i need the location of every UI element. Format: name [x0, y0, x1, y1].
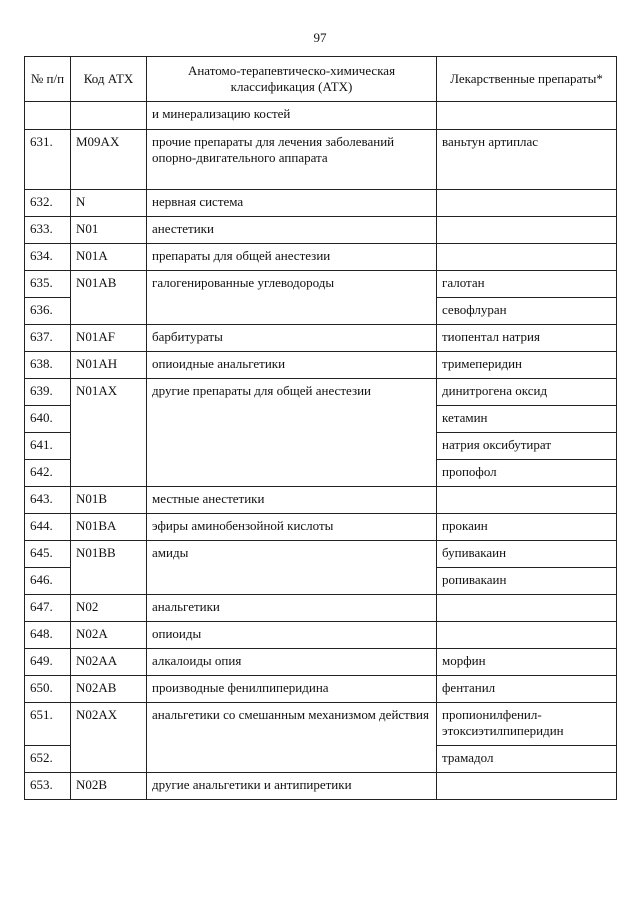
- row-drug: тиопентал натрия: [437, 325, 617, 352]
- table-row: [25, 102, 617, 130]
- table-row: [25, 325, 617, 352]
- page-number: 97: [313, 30, 327, 45]
- row-drug: [437, 190, 617, 217]
- table-row: [25, 649, 617, 676]
- row-drug: [437, 595, 617, 622]
- table-row: [25, 487, 617, 514]
- row-num: 642.: [25, 460, 71, 487]
- table-row: [25, 244, 617, 271]
- table-row: [25, 622, 617, 649]
- row-drug: ропивакаин: [437, 568, 617, 595]
- row-class: галогенированные углеводороды: [147, 271, 437, 325]
- row-num: 652.: [25, 746, 71, 773]
- row-num: 638.: [25, 352, 71, 379]
- row-num: 641.: [25, 433, 71, 460]
- table-header-row: [25, 57, 617, 102]
- row-num: 636.: [25, 298, 71, 325]
- row-drug: севофлуран: [437, 298, 617, 325]
- row-num: 647.: [25, 595, 71, 622]
- row-num: 640.: [25, 406, 71, 433]
- row-code: N01AX: [71, 379, 147, 487]
- row-drug: [437, 773, 617, 800]
- table-row: [25, 271, 617, 298]
- row-class: опиоидные анальгетики: [147, 352, 437, 379]
- header-drugs: Лекарственные препараты*: [437, 57, 617, 102]
- row-class: амиды: [147, 541, 437, 595]
- row-drug: морфин: [437, 649, 617, 676]
- table-row: [25, 190, 617, 217]
- row-num: 633.: [25, 217, 71, 244]
- table-row: [25, 217, 617, 244]
- row-class: опиоиды: [147, 622, 437, 649]
- row-code: M09AX: [71, 130, 147, 190]
- row-code: N01AB: [71, 271, 147, 325]
- row-code: N02AB: [71, 676, 147, 703]
- row-code: N02B: [71, 773, 147, 800]
- row-code: N01: [71, 217, 147, 244]
- row-code: N02A: [71, 622, 147, 649]
- row-class: препараты для общей анестезии: [147, 244, 437, 271]
- row-num: 634.: [25, 244, 71, 271]
- row-code: N02: [71, 595, 147, 622]
- row-num: 643.: [25, 487, 71, 514]
- header-classification: Анатомо-терапевтическо-химическая классификация (АТХ): [147, 57, 437, 102]
- row-class: и минерализацию костей: [147, 102, 437, 130]
- row-class: анальгетики: [147, 595, 437, 622]
- table-row: [25, 703, 617, 746]
- row-class: нервная система: [147, 190, 437, 217]
- row-drug: галотан: [437, 271, 617, 298]
- row-class: производные фенилпиперидина: [147, 676, 437, 703]
- row-code: N02AA: [71, 649, 147, 676]
- row-drug: трамадол: [437, 746, 617, 773]
- row-code: N01BB: [71, 541, 147, 595]
- row-code: N: [71, 190, 147, 217]
- row-drug: пропионилфенил-этоксиэтилпиперидин: [437, 703, 617, 746]
- atc-table: [24, 56, 617, 800]
- row-class: эфиры аминобензойной кислоты: [147, 514, 437, 541]
- row-num: 651.: [25, 703, 71, 746]
- row-num: 653.: [25, 773, 71, 800]
- table-row: [25, 352, 617, 379]
- row-class: барбитураты: [147, 325, 437, 352]
- row-code: N01AF: [71, 325, 147, 352]
- table-row: [25, 514, 617, 541]
- row-drug: [437, 217, 617, 244]
- row-class: другие препараты для общей анестезии: [147, 379, 437, 487]
- row-class: анестетики: [147, 217, 437, 244]
- row-drug: [437, 487, 617, 514]
- table-row: [25, 379, 617, 406]
- row-code: N01A: [71, 244, 147, 271]
- row-code: N01BA: [71, 514, 147, 541]
- row-num: 644.: [25, 514, 71, 541]
- row-class: анальгетики со смешанным механизмом действия: [147, 703, 437, 773]
- row-drug: динитрогена оксид: [437, 379, 617, 406]
- row-drug: прокаин: [437, 514, 617, 541]
- row-class: прочие препараты для лечения заболеваний опорно-двигательного аппарата: [147, 130, 437, 190]
- row-drug: кетамин: [437, 406, 617, 433]
- row-code: N01B: [71, 487, 147, 514]
- row-num: 646.: [25, 568, 71, 595]
- row-class: местные анестетики: [147, 487, 437, 514]
- row-num: 637.: [25, 325, 71, 352]
- row-num: 649.: [25, 649, 71, 676]
- row-drug: [437, 102, 617, 130]
- row-drug: [437, 244, 617, 271]
- row-drug: тримеперидин: [437, 352, 617, 379]
- row-class: другие анальгетики и антипиретики: [147, 773, 437, 800]
- table-row: [25, 130, 617, 190]
- table-row: [25, 773, 617, 800]
- row-num: 648.: [25, 622, 71, 649]
- row-num: 639.: [25, 379, 71, 406]
- row-drug: ваньтун артиплас: [437, 130, 617, 190]
- row-class: алкалоиды опия: [147, 649, 437, 676]
- row-drug: пропофол: [437, 460, 617, 487]
- header-code: Код АТХ: [71, 57, 147, 102]
- row-num: 650.: [25, 676, 71, 703]
- row-drug: фентанил: [437, 676, 617, 703]
- row-num: 645.: [25, 541, 71, 568]
- row-code: N02AX: [71, 703, 147, 773]
- table-row: [25, 676, 617, 703]
- row-code: N01AH: [71, 352, 147, 379]
- header-num: № п/п: [25, 57, 71, 102]
- table-row: [25, 541, 617, 568]
- table-row: [25, 595, 617, 622]
- row-num: 632.: [25, 190, 71, 217]
- row-drug: натрия оксибутират: [437, 433, 617, 460]
- row-num: [25, 102, 71, 130]
- row-drug: бупивакаин: [437, 541, 617, 568]
- row-num: 635.: [25, 271, 71, 298]
- row-code: [71, 102, 147, 130]
- row-num: 631.: [25, 130, 71, 190]
- row-drug: [437, 622, 617, 649]
